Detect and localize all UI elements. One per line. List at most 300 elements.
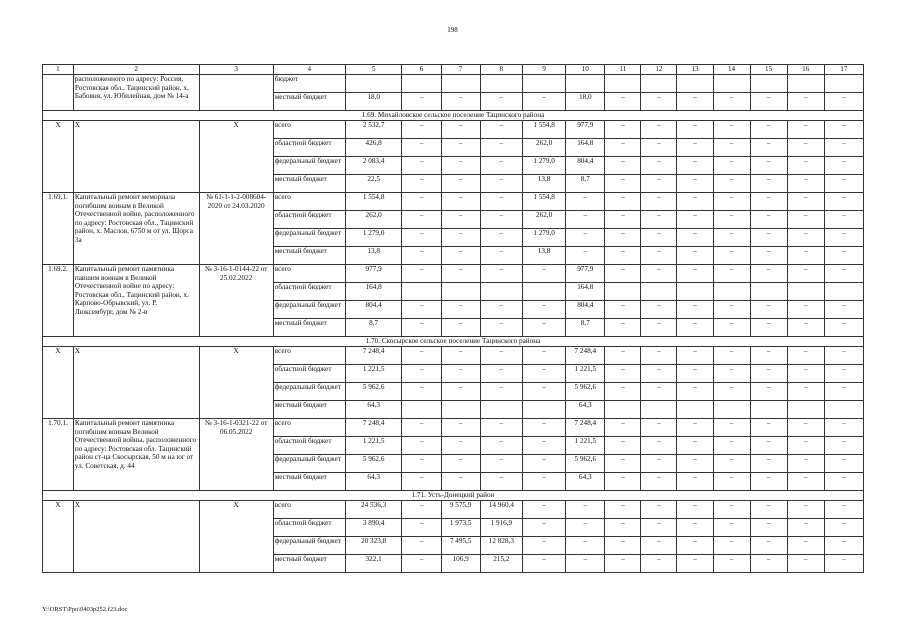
amount-cell: –: [402, 139, 441, 157]
amount-cell: 262,0: [345, 211, 402, 229]
amount-cell: –: [402, 519, 441, 537]
amount-cell: –: [566, 211, 605, 229]
amount-cell: –: [713, 501, 750, 519]
table-row: [43, 265, 864, 283]
amount-cell: –: [480, 247, 522, 265]
amount-cell: –: [605, 211, 641, 229]
amount-cell: –: [641, 383, 677, 401]
budget-source-label: всего: [274, 419, 291, 427]
amount-cell: –: [713, 93, 750, 111]
amount-cell: –: [677, 139, 713, 157]
amount-cell: 1 279,0: [345, 229, 402, 247]
amount-cell: –: [824, 437, 863, 455]
amount-cell: –: [677, 175, 713, 193]
amount-cell: –: [402, 175, 441, 193]
amount-cell: [402, 283, 441, 301]
amount-cell: 1 554,8: [345, 193, 402, 211]
amount-cell: [713, 75, 750, 93]
budget-table: [42, 64, 864, 573]
budget-source: [273, 283, 345, 301]
amount-cell: [605, 283, 641, 301]
column-number: 8: [480, 65, 522, 75]
amount-cell: –: [750, 365, 787, 383]
amount-cell: –: [605, 419, 641, 437]
amount-cell: [713, 401, 750, 419]
budget-source: [273, 121, 345, 139]
amount-cell: –: [750, 175, 787, 193]
amount-cell: 2 083,4: [345, 157, 402, 175]
amount-cell: –: [605, 519, 641, 537]
amount-cell: –: [641, 437, 677, 455]
column-number: 3: [199, 65, 273, 75]
file-path-footer: Y:\ORST\Ppo\0403p252.f23.doc: [42, 606, 128, 613]
amount-cell: –: [787, 229, 824, 247]
amount-cell: –: [605, 537, 641, 555]
column-number: 9: [522, 65, 565, 75]
budget-source-label: федеральный бюджет: [274, 455, 341, 463]
amount-cell: –: [641, 175, 677, 193]
amount-cell: –: [787, 121, 824, 139]
amount-cell: –: [480, 347, 522, 365]
amount-cell: –: [641, 211, 677, 229]
amount-cell: –: [713, 229, 750, 247]
amount-cell: 5 962,6: [345, 455, 402, 473]
amount-cell: –: [750, 211, 787, 229]
amount-cell: 804,4: [566, 157, 605, 175]
amount-cell: –: [566, 247, 605, 265]
amount-cell: –: [566, 229, 605, 247]
amount-cell: 1 221,5: [566, 365, 605, 383]
column-number: 7: [441, 65, 480, 75]
amount-cell: –: [441, 319, 480, 337]
amount-cell: –: [824, 537, 863, 555]
amount-cell: –: [641, 265, 677, 283]
amount-cell: –: [441, 265, 480, 283]
amount-cell: –: [713, 193, 750, 211]
amount-cell: –: [441, 301, 480, 319]
table-row: [43, 347, 864, 365]
column-number: 2: [73, 65, 199, 75]
amount-cell: –: [566, 537, 605, 555]
amount-cell: 7 248,4: [566, 419, 605, 437]
amount-cell: –: [824, 473, 863, 491]
amount-cell: [824, 401, 863, 419]
amount-cell: –: [824, 247, 863, 265]
amount-cell: 24 536,3: [345, 501, 402, 519]
amount-cell: 426,8: [345, 139, 402, 157]
amount-cell: –: [787, 139, 824, 157]
amount-cell: –: [522, 419, 565, 437]
amount-cell: [402, 401, 441, 419]
amount-cell: –: [824, 211, 863, 229]
amount-cell: 5 962,6: [345, 383, 402, 401]
amount-cell: –: [677, 211, 713, 229]
amount-cell: –: [522, 93, 565, 111]
column-number: 6: [402, 65, 441, 75]
amount-cell: –: [750, 139, 787, 157]
object-name: Капитальный ремонт мемориала погибшим воинам в Великой Отечественной войне, расположенного по адресу: Ростовская обл., Тацинский район, х. Маслов, 6750 м от ул. Щорса 3а: [73, 193, 199, 265]
amount-cell: –: [824, 383, 863, 401]
amount-cell: –: [713, 473, 750, 491]
amount-cell: 9 575,9: [441, 501, 480, 519]
amount-cell: [677, 75, 713, 93]
amount-cell: –: [787, 319, 824, 337]
amount-cell: 322,1: [345, 555, 402, 573]
amount-cell: –: [441, 211, 480, 229]
amount-cell: –: [441, 419, 480, 437]
amount-cell: –: [677, 347, 713, 365]
amount-cell: –: [402, 93, 441, 111]
amount-cell: –: [824, 501, 863, 519]
amount-cell: –: [641, 365, 677, 383]
amount-cell: –: [787, 175, 824, 193]
amount-cell: 1 554,8: [522, 193, 565, 211]
amount-cell: –: [480, 437, 522, 455]
amount-cell: –: [480, 121, 522, 139]
budget-source-label: бюджет: [274, 75, 299, 83]
budget-source-label: областной бюджет: [274, 519, 332, 527]
amount-cell: 1 279,0: [522, 229, 565, 247]
amount-cell: –: [605, 319, 641, 337]
amount-cell: [787, 401, 824, 419]
amount-cell: –: [713, 419, 750, 437]
table-row: [43, 121, 864, 139]
amount-cell: 977,9: [566, 265, 605, 283]
amount-cell: –: [713, 121, 750, 139]
amount-cell: [750, 75, 787, 93]
column-number: 13: [677, 65, 713, 75]
section-row: [43, 491, 864, 501]
amount-cell: –: [441, 455, 480, 473]
amount-cell: 18,0: [566, 93, 605, 111]
amount-cell: 64,3: [345, 473, 402, 491]
column-number: 11: [605, 65, 641, 75]
amount-cell: –: [787, 211, 824, 229]
amount-cell: [677, 401, 713, 419]
budget-source-label: областной бюджет: [274, 283, 332, 291]
amount-cell: –: [750, 519, 787, 537]
document-ref: № 3-16-1-0321-22 от 06.05.2022: [199, 419, 273, 491]
amount-cell: 977,9: [566, 121, 605, 139]
budget-source-label: всего: [274, 347, 291, 355]
amount-cell: –: [605, 193, 641, 211]
amount-cell: [441, 401, 480, 419]
amount-cell: 14 960,4: [480, 501, 522, 519]
amount-cell: 7 248,4: [345, 419, 402, 437]
amount-cell: –: [677, 193, 713, 211]
amount-cell: –: [641, 93, 677, 111]
amount-cell: –: [713, 175, 750, 193]
amount-cell: –: [677, 501, 713, 519]
amount-cell: –: [787, 473, 824, 491]
amount-cell: –: [787, 519, 824, 537]
item-number: Х: [43, 347, 74, 419]
budget-source: [273, 139, 345, 157]
amount-cell: –: [441, 193, 480, 211]
amount-cell: 13,8: [522, 175, 565, 193]
amount-cell: –: [605, 365, 641, 383]
amount-cell: –: [713, 365, 750, 383]
budget-source: [273, 93, 345, 111]
budget-source: [273, 383, 345, 401]
amount-cell: –: [605, 301, 641, 319]
amount-cell: [641, 401, 677, 419]
amount-cell: –: [750, 121, 787, 139]
amount-cell: [480, 401, 522, 419]
budget-source-label: федеральный бюджет: [274, 537, 341, 545]
amount-cell: –: [480, 383, 522, 401]
amount-cell: –: [750, 193, 787, 211]
column-number: 14: [713, 65, 750, 75]
amount-cell: –: [480, 265, 522, 283]
budget-source: [273, 501, 345, 519]
amount-cell: –: [750, 157, 787, 175]
amount-cell: –: [713, 383, 750, 401]
amount-cell: –: [677, 265, 713, 283]
amount-cell: –: [750, 347, 787, 365]
amount-cell: –: [787, 193, 824, 211]
amount-cell: [605, 401, 641, 419]
amount-cell: –: [402, 265, 441, 283]
amount-cell: –: [402, 247, 441, 265]
amount-cell: –: [750, 537, 787, 555]
amount-cell: –: [480, 175, 522, 193]
budget-source: [273, 229, 345, 247]
amount-cell: –: [824, 419, 863, 437]
amount-cell: –: [441, 347, 480, 365]
amount-cell: –: [402, 437, 441, 455]
amount-cell: –: [480, 365, 522, 383]
amount-cell: –: [713, 265, 750, 283]
amount-cell: –: [605, 93, 641, 111]
amount-cell: [787, 283, 824, 301]
amount-cell: –: [605, 347, 641, 365]
document-ref: № 3-16-1-0144-22 от 25.02.2022: [199, 265, 273, 337]
amount-cell: –: [402, 473, 441, 491]
amount-cell: –: [750, 555, 787, 573]
amount-cell: –: [480, 193, 522, 211]
budget-source-label: всего: [274, 121, 291, 129]
amount-cell: 7 248,4: [566, 347, 605, 365]
amount-cell: –: [824, 139, 863, 157]
amount-cell: –: [713, 211, 750, 229]
amount-cell: –: [480, 473, 522, 491]
amount-cell: [787, 75, 824, 93]
amount-cell: 106,9: [441, 555, 480, 573]
amount-cell: –: [713, 139, 750, 157]
amount-cell: –: [713, 347, 750, 365]
amount-cell: –: [641, 347, 677, 365]
amount-cell: [750, 283, 787, 301]
budget-source-label: федеральный бюджет: [274, 383, 341, 391]
budget-source: [273, 473, 345, 491]
amount-cell: –: [605, 247, 641, 265]
budget-source-label: областной бюджет: [274, 437, 332, 445]
amount-cell: 18,0: [345, 93, 402, 111]
amount-cell: –: [824, 193, 863, 211]
amount-cell: 262,0: [522, 211, 565, 229]
amount-cell: –: [677, 157, 713, 175]
amount-cell: [522, 401, 565, 419]
amount-cell: –: [441, 175, 480, 193]
amount-cell: 22,5: [345, 175, 402, 193]
document-ref: № 61-1-1-2-008604-2020 от 24.03.2020: [199, 193, 273, 265]
amount-cell: –: [787, 501, 824, 519]
amount-cell: 1 221,5: [345, 365, 402, 383]
amount-cell: [480, 75, 522, 93]
budget-source-label: всего: [274, 193, 291, 201]
amount-cell: –: [641, 247, 677, 265]
amount-cell: –: [824, 555, 863, 573]
amount-cell: –: [750, 319, 787, 337]
amount-cell: 13,8: [522, 247, 565, 265]
amount-cell: –: [605, 229, 641, 247]
amount-cell: –: [677, 365, 713, 383]
budget-source-label: федеральный бюджет: [274, 301, 341, 309]
budget-source: [273, 419, 345, 437]
budget-source-label: местный бюджет: [274, 319, 327, 327]
amount-cell: –: [750, 437, 787, 455]
amount-cell: [441, 75, 480, 93]
budget-source: [273, 519, 345, 537]
amount-cell: –: [522, 437, 565, 455]
section-title: 1.69. Михайловское сельское поселение Тацинского района: [43, 111, 864, 121]
amount-cell: –: [677, 121, 713, 139]
amount-cell: –: [824, 519, 863, 537]
amount-cell: –: [677, 537, 713, 555]
section-row: [43, 337, 864, 347]
budget-source: [273, 537, 345, 555]
amount-cell: –: [522, 319, 565, 337]
amount-cell: 64,3: [566, 401, 605, 419]
amount-cell: –: [713, 455, 750, 473]
amount-cell: –: [480, 455, 522, 473]
amount-cell: –: [402, 455, 441, 473]
amount-cell: –: [677, 519, 713, 537]
amount-cell: –: [641, 121, 677, 139]
amount-cell: –: [787, 555, 824, 573]
amount-cell: –: [641, 455, 677, 473]
object-name: Х: [73, 347, 199, 419]
amount-cell: 2 532,7: [345, 121, 402, 139]
amount-cell: –: [605, 175, 641, 193]
amount-cell: –: [750, 247, 787, 265]
amount-cell: –: [677, 455, 713, 473]
amount-cell: –: [480, 319, 522, 337]
amount-cell: –: [824, 175, 863, 193]
amount-cell: –: [402, 555, 441, 573]
object-name: Капитальный ремонт памятника павшим воинам в Великой Отечественной войне по адресу: Ростовская обл., Тацинский район, х. Карпово-Обрывский, ул. Р. Люксембург, дом № 2-в: [73, 265, 199, 337]
amount-cell: –: [750, 501, 787, 519]
amount-cell: [480, 283, 522, 301]
amount-cell: –: [605, 139, 641, 157]
amount-cell: –: [824, 319, 863, 337]
item-number: 1.70.1.: [43, 419, 74, 491]
amount-cell: [750, 401, 787, 419]
amount-cell: –: [402, 229, 441, 247]
amount-cell: 7 248,4: [345, 347, 402, 365]
amount-cell: –: [750, 473, 787, 491]
amount-cell: –: [402, 419, 441, 437]
amount-cell: –: [750, 265, 787, 283]
amount-cell: –: [750, 419, 787, 437]
amount-cell: –: [402, 347, 441, 365]
amount-cell: [641, 75, 677, 93]
amount-cell: –: [441, 229, 480, 247]
amount-cell: –: [824, 365, 863, 383]
amount-cell: –: [787, 301, 824, 319]
amount-cell: –: [522, 383, 565, 401]
amount-cell: –: [402, 211, 441, 229]
amount-cell: –: [713, 301, 750, 319]
amount-cell: [345, 75, 402, 93]
amount-cell: –: [480, 229, 522, 247]
amount-cell: –: [824, 157, 863, 175]
object-name: расположенного по адресу: Россия, Ростовская обл., Тацинский район, х. Бабовня, ул. Юбилейная, дом № 14-а: [73, 75, 199, 111]
amount-cell: –: [677, 301, 713, 319]
budget-source-label: местный бюджет: [274, 175, 327, 183]
amount-cell: –: [402, 121, 441, 139]
amount-cell: –: [605, 437, 641, 455]
budget-source: [273, 319, 345, 337]
amount-cell: –: [441, 473, 480, 491]
budget-source: [273, 211, 345, 229]
amount-cell: –: [522, 347, 565, 365]
amount-cell: 164,8: [345, 283, 402, 301]
amount-cell: –: [441, 365, 480, 383]
amount-cell: –: [824, 229, 863, 247]
amount-cell: –: [677, 319, 713, 337]
document-ref: Х: [199, 121, 273, 193]
amount-cell: –: [641, 301, 677, 319]
amount-cell: [402, 75, 441, 93]
amount-cell: 20 323,8: [345, 537, 402, 555]
budget-source-label: местный бюджет: [274, 247, 327, 255]
amount-cell: –: [824, 301, 863, 319]
amount-cell: –: [787, 455, 824, 473]
amount-cell: –: [605, 473, 641, 491]
section-row: [43, 111, 864, 121]
amount-cell: –: [677, 419, 713, 437]
amount-cell: –: [824, 455, 863, 473]
amount-cell: –: [402, 193, 441, 211]
amount-cell: –: [713, 319, 750, 337]
amount-cell: –: [480, 419, 522, 437]
budget-source-label: местный бюджет: [274, 473, 327, 481]
amount-cell: –: [677, 93, 713, 111]
amount-cell: –: [522, 537, 565, 555]
amount-cell: –: [441, 93, 480, 111]
amount-cell: –: [787, 383, 824, 401]
amount-cell: –: [750, 383, 787, 401]
column-number: 16: [787, 65, 824, 75]
amount-cell: –: [677, 229, 713, 247]
amount-cell: –: [441, 157, 480, 175]
column-number: 4: [273, 65, 345, 75]
column-number: 10: [566, 65, 605, 75]
item-number: 1.69.2.: [43, 265, 74, 337]
amount-cell: [605, 75, 641, 93]
amount-cell: –: [677, 555, 713, 573]
amount-cell: –: [402, 365, 441, 383]
amount-cell: 13,8: [345, 247, 402, 265]
document-ref: [199, 75, 273, 111]
budget-source: [273, 401, 345, 419]
amount-cell: –: [480, 157, 522, 175]
amount-cell: [522, 283, 565, 301]
amount-cell: –: [787, 93, 824, 111]
column-number: 1: [43, 65, 74, 75]
